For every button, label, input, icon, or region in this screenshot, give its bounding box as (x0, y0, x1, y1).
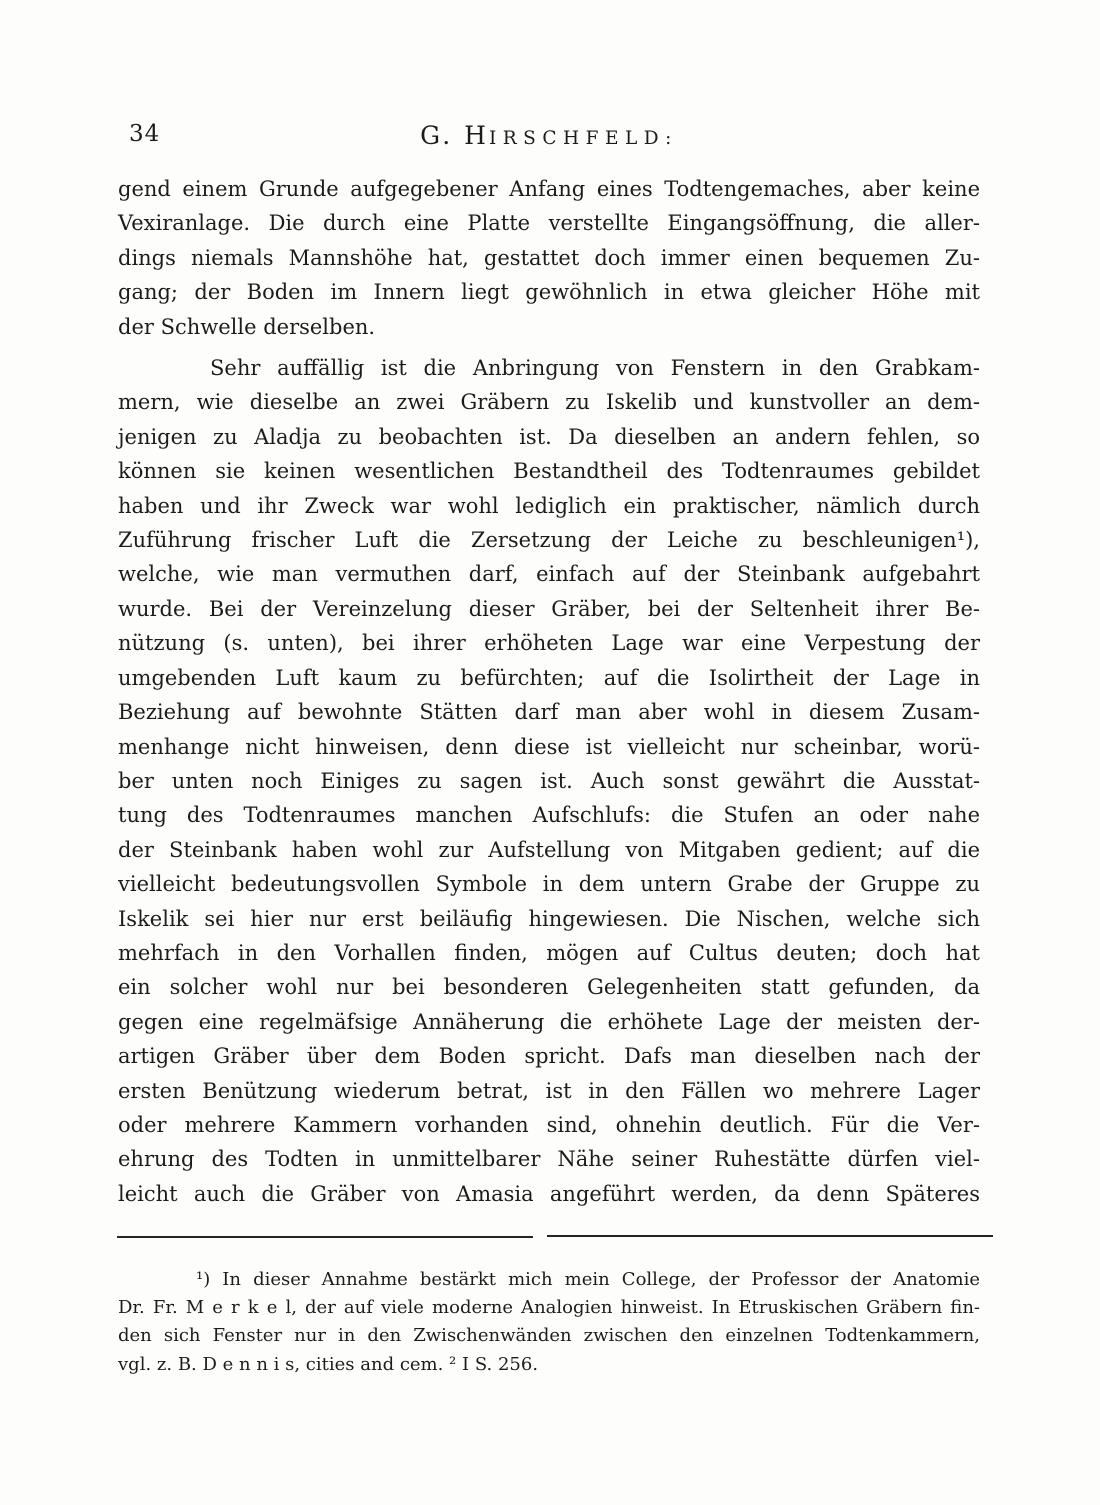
text-line: dings niemals Mannshöhe hat, gestattet doch immer einen bequemen Zu- (118, 245, 980, 270)
text-line: Vexiranlage. Die durch eine Platte verstellte Eingangsöffnung, die aller- (118, 211, 980, 236)
text-line: menhange nicht hinweisen, denn diese ist vielleicht nur scheinbar, worü- (118, 734, 980, 759)
running-header-author-caps: IRSCHFELD: (488, 128, 678, 149)
text-line: der Schwelle derselben. (118, 314, 376, 339)
text-line: gegen eine regelmäfsige Annäherung die erhöhete Lage der meisten der- (118, 1009, 980, 1034)
text-line: ehrung des Todten in unmittelbarer Nähe seiner Ruhestätte dürfen viel- (118, 1147, 980, 1172)
text-line: umgebenden Luft kaum zu befürchten; auf die Isolirtheit der Lage in (118, 665, 980, 690)
text-line: der Steinbank haben wohl zur Aufstellung von Mitgaben gedient; auf die (118, 837, 980, 862)
text-line: haben und ihr Zweck war wohl lediglich ein praktischer, nämlich durch (118, 493, 980, 518)
text-line: Sehr auffällig ist die Anbringung von Fenstern in den Grabkam- (210, 356, 980, 381)
text-line: den sich Fenster nur in den Zwischenwänden zwischen den einzelnen Todtenkammern, (118, 1325, 980, 1347)
text-line: jenigen zu Aladja zu beobachten ist. Da dieselben an andern fehlen, so (118, 424, 980, 449)
text-line: gang; der Boden im Innern liegt gewöhnlich in etwa gleicher Höhe mit (118, 280, 980, 305)
text-line: mehrfach in den Vorhallen finden, mögen auf Cultus deuten; doch hat (118, 940, 980, 965)
paragraph-windows-in-tombs (118, 351, 980, 1211)
text-line: vgl. z. B. D e n n i s, cities and cem. ² I S. 256. (118, 1353, 539, 1375)
text-line: Beziehung auf bewohnte Stätten darf man aber wohl in diesem Zusam- (118, 700, 980, 725)
text-line: wurde. Bei der Vereinzelung dieser Gräber, bei der Seltenheit ihrer Be- (118, 596, 980, 621)
text-line: Zuführung frischer Luft die Zersetzung der Leiche zu beschleunigen¹), (118, 528, 980, 553)
text-line: artigen Gräber über dem Boden spricht. Dafs man dieselben nach der (118, 1044, 980, 1069)
body-text (118, 172, 980, 1211)
text-line: gend einem Grunde aufgegebener Anfang eines Todtengemaches, aber keine (118, 177, 980, 201)
text-line: vielleicht bedeutungsvollen Symbole in dem untern Grabe der Gruppe zu (118, 872, 980, 897)
footnote-rule-right-segment (547, 1235, 993, 1237)
text-line: mern, wie dieselbe an zwei Gräbern zu Iskelib und kunstvoller an dem- (118, 390, 980, 415)
running-header-author-initial: G. H (420, 121, 489, 150)
text-line: ber unten noch Einiges zu sagen ist. Auch sonst gewährt die Ausstat- (118, 768, 980, 793)
text-line: ersten Benützung wiederum betrat, ist in den Fällen wo mehrere Lager (118, 1078, 980, 1103)
text-line: Iskelik sei hier nur erst beiläufig hingewiesen. Die Nischen, welche sich (118, 906, 980, 931)
page-number: 34 (129, 121, 161, 147)
footnote-rule-left-segment (117, 1236, 533, 1238)
text-line: können sie keinen wesentlichen Bestandtheil des Todtenraumes gebildet (118, 459, 980, 484)
text-line: ein solcher wohl nur bei besonderen Gelegenheiten statt gefunden, da (118, 975, 980, 1000)
text-line: welche, wie man vermuthen darf, einfach auf der Steinbank aufgebahrt (118, 562, 980, 587)
paragraph-continuation (118, 172, 980, 344)
running-header (118, 121, 980, 150)
text-line: oder mehrere Kammern vorhanden sind, ohnehin deutlich. Für die Ver- (118, 1112, 980, 1137)
text-line: ¹) In dieser Annahme bestärkt mich mein College, der Professor der Anatomie (196, 1269, 980, 1290)
text-line: nützung (s. unten), bei ihrer erhöheten Lage war eine Verpestung der (118, 631, 980, 656)
text-line: Dr. Fr. M e r k e l, der auf viele moderne Analogien hinweist. In Etruskischen Gräbern fin- (118, 1297, 980, 1319)
text-line: leicht auch die Gräber von Amasia angeführt werden, da denn Späteres (118, 1181, 980, 1206)
footnote (118, 1266, 980, 1379)
text-line: tung des Todtenraumes manchen Aufschlufs: die Stufen an oder nahe (118, 803, 980, 828)
